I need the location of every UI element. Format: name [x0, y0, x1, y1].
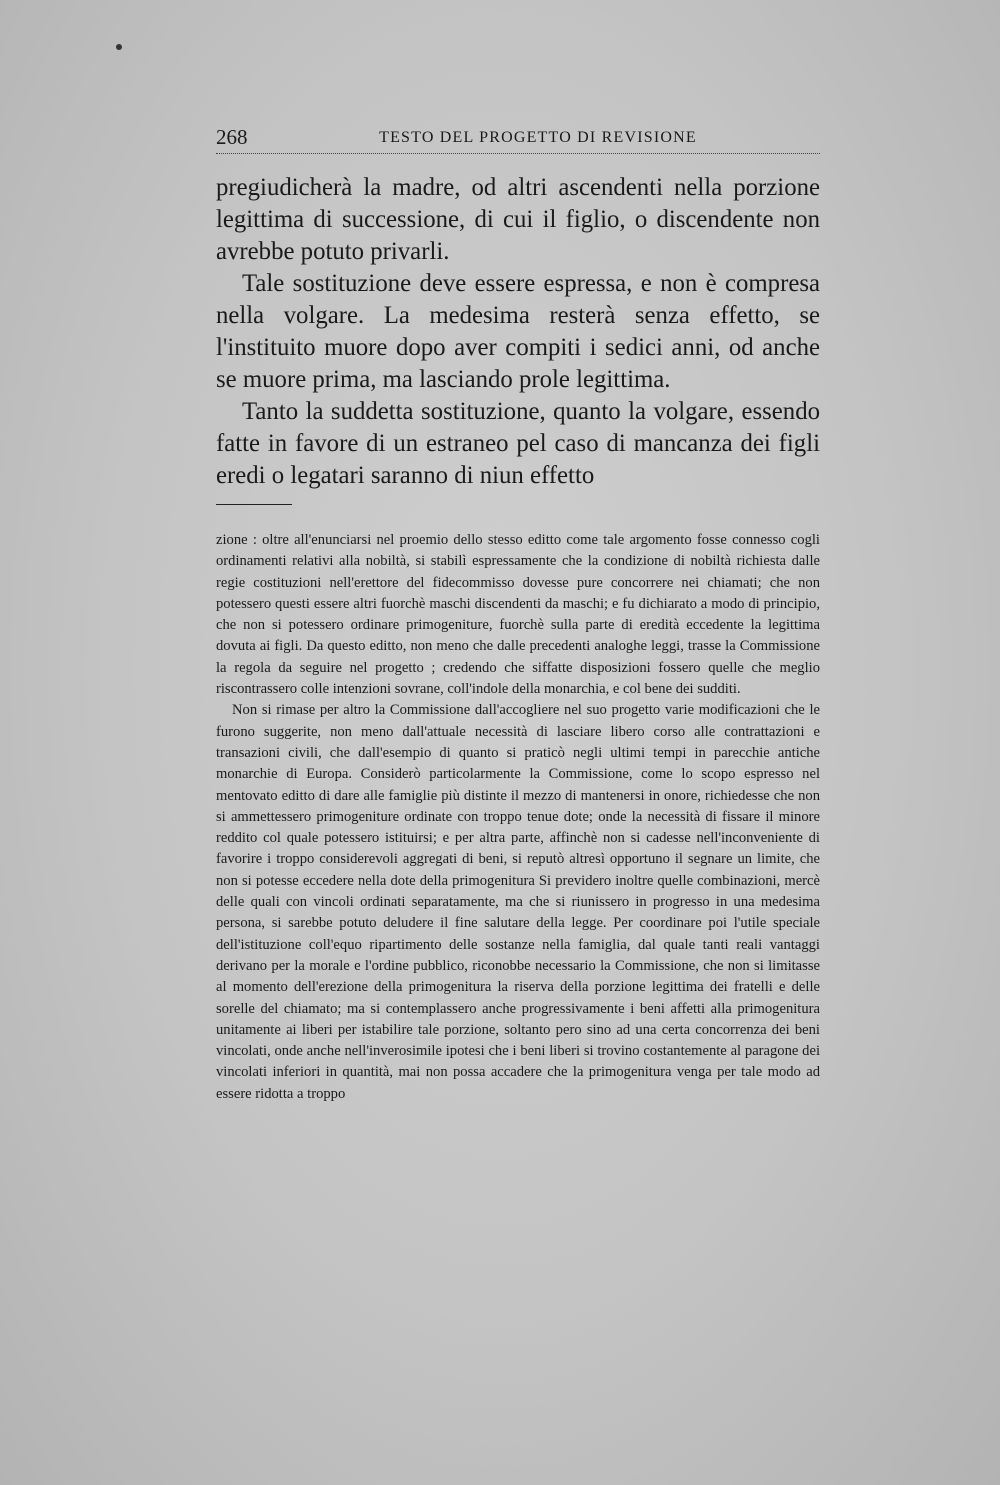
footnote — [216, 530, 820, 1105]
main-text — [216, 172, 820, 492]
body-paragraph: Tanto la suddetta sostituzione, quanto la volgare, essendo fatte in favore di un estraneo pel caso di mancanza dei figli eredi o legatari saranno di niun effetto — [216, 398, 820, 489]
page-number: 268 — [216, 125, 248, 149]
page-header — [216, 125, 820, 154]
body-paragraph: pregiudicherà la madre, od altri ascendenti nella porzione legittima di successione, di cui il figlio, o discendente non avrebbe potuto privarli. — [216, 174, 820, 265]
ink-speck — [116, 44, 122, 50]
running-title: TESTO DEL PROGETTO DI REVISIONE — [379, 129, 697, 146]
footnote-paragraph: zione : oltre all'enunciarsi nel proemio dello stesso editto come tale argomento fosse connesso cogli ordinamenti relativi alla nobiltà, si stabilì espressamente che la condizione di nobiltà richiesta dalle regie costituzioni nell'erettore del fidecommisso dovesse pure concorrere nei chiamati; che non potessero questi essere altri fuorchè maschi discendenti da maschi; e fu dichiarato a modo di principio, che non si potessero ordinare primogeniture, fuorchè sulla parte di eredità eccedente la legittima dovuta ai figli. Da questo editto, non meno che dalle precedenti analoghe leggi, trasse la Commissione la regola da seguire nel progetto ; credendo che siffatte disposizioni fossero quelle che meglio riscontrassero colle intenzioni sovrane, coll'indole della monarchia, e col bene dei sudditi. — [216, 532, 820, 698]
body-paragraph: Tale sostituzione deve essere espressa, e non è compresa nella volgare. La medesima resterà senza effetto, se l'instituito muore dopo aver compiti i sedici anni, od anche se muore prima, ma lasciando prole legittima. — [216, 270, 820, 393]
footnote-separator — [216, 504, 292, 505]
footnote-paragraph: Non si rimase per altro la Commissione dall'accogliere nel suo progetto varie modificazioni che le furono suggerite, non meno dall'attuale necessità di lasciare libero corso alle contrattazioni e transazioni civili, che dall'esempio di quanto si praticò negli ultimi tempi in parecchie antiche monarchie di Europa. Considerò particolarmente la Commissione, come lo scopo espresso nel mentovato editto di dare alle famiglie più distinte il mezzo di mantenersi in onore, richiedesse che non si ammettessero primogeniture ordinate con troppo tenue dote; onde la necessità di fissare il minore reddito col quale potessero istituirsi; e per altra parte, affinchè non si cadesse nell'inconveniente di favorire i troppo considerevoli aggregati di beni, si reputò altresì opportuno il segnare un limite, che non si potesse eccedere nella dote della primogenitura Si previdero inoltre quelle combinazioni, mercè delle quali con vincoli ordinati separatamente, ma che si riunissero in progresso in una medesima persona, si sarebbe potuto deludere il fine salutare della legge. Per coordinare poi l'utile speciale dell'istituzione coll'equo ripartimento delle sostanze nella famiglia, dal quale tanti reali vantaggi derivano per la morale e l'ordine pubblico, riconobbe necessario la Commissione, che non si limitasse al momento dell'erezione della primogenitura la riserva della porzione legittima dei fratelli e delle sorelle del chiamato; ma si contemplassero anche progressivamente i beni affetti alla primogenitura unitamente ai liberi per istabilire tale porzione, soltanto pero sino ad una certa concorrenza dei beni vincolati, onde anche nell'inverosimile ipotesi che i beni liberi si trovino costantemente al paragone dei vincolati inferiori in quantità, mai non possa accadere che la primogenitura venga per tale modo ad essere ridotta a troppo — [216, 702, 820, 1102]
